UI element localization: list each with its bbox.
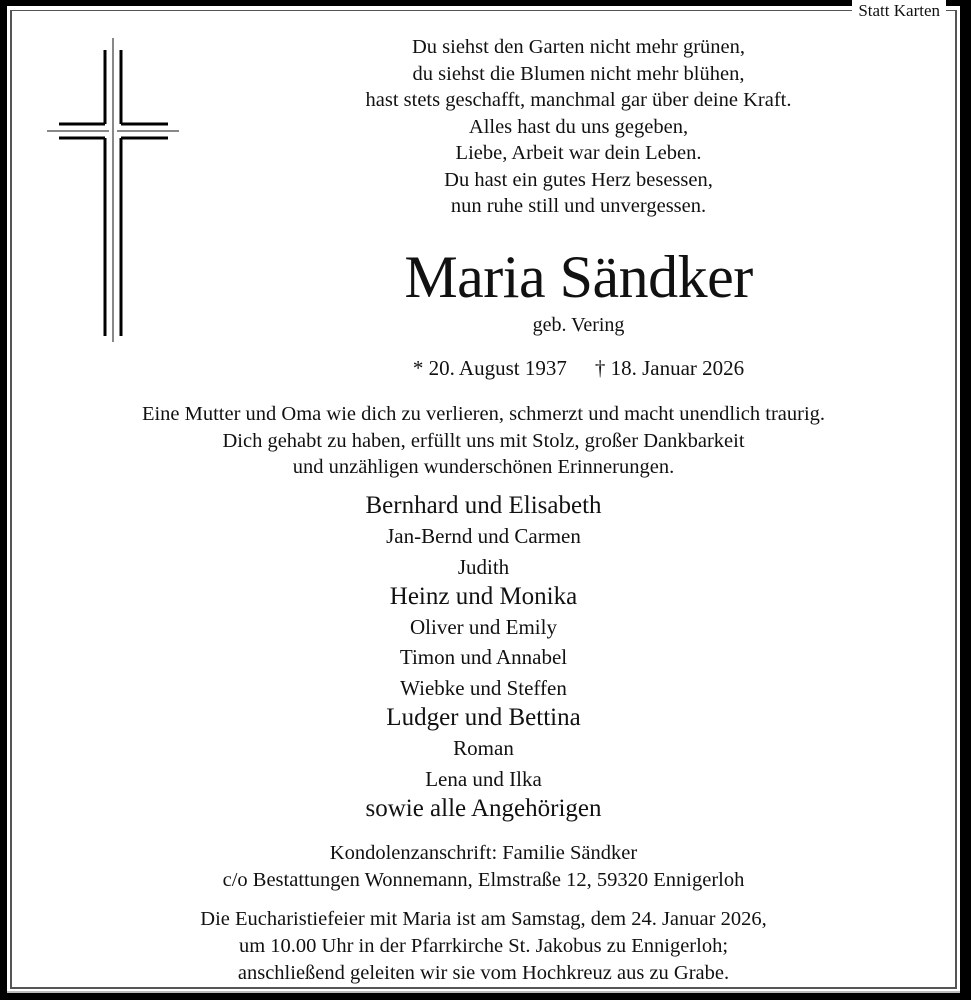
- deceased-name: Maria Sändker: [404, 244, 753, 310]
- death-date: † 18. Januar 2026: [594, 356, 745, 380]
- service-line: anschließend geleiten wir sie vom Hochkreuz aus zu Grabe.: [237, 962, 730, 984]
- bottom-rule: [7, 991, 960, 993]
- service-line: um 10.00 Uhr in der Pfarrkirche St. Jakobus zu Ennigerloh;: [238, 935, 729, 957]
- service-line: Die Eucharistiefeier mit Maria ist am Samstag, dem 24. Januar 2026,: [200, 908, 767, 930]
- poem-line: hast stets geschafft, manchmal gar über deine Kraft.: [365, 89, 792, 111]
- poem-line: du siehst die Blumen nicht mehr blühen,: [412, 62, 745, 85]
- family-member: Jan-Bernd und Carmen: [386, 524, 581, 549]
- message: [7, 401, 960, 481]
- family-member: Bernhard und Elisabeth: [365, 492, 602, 519]
- family-member: Wiebke und Steffen: [400, 675, 567, 700]
- family-list: [7, 491, 960, 824]
- obituary-card: [7, 1, 960, 993]
- message-line: und unzähligen wunderschönen Erinnerungen.: [292, 456, 675, 478]
- condolence-address: [7, 840, 960, 894]
- poem-line: Du hast ein gutes Herz besessen,: [444, 168, 713, 191]
- poem: [197, 34, 960, 220]
- service-info: [7, 906, 960, 987]
- cross-icon: [47, 38, 197, 358]
- message-line: Dich gehabt zu haben, erfüllt uns mit Stolz, großer Dankbarkeit: [222, 429, 745, 452]
- family-member: Lena und Ilka: [425, 766, 542, 791]
- family-member: Roman: [453, 736, 514, 761]
- poem-line: nun ruhe still und unvergessen.: [450, 195, 707, 217]
- family-member: sowie alle Angehörigen: [365, 794, 602, 822]
- address-line: Kondolenzanschrift: Familie Sändker: [329, 842, 638, 864]
- life-dates: [197, 356, 960, 381]
- message-line: Eine Mutter und Oma wie dich zu verlieren, schmerzt und macht unendlich traurig.: [141, 403, 826, 425]
- family-member: Ludger und Bettina: [386, 704, 581, 732]
- statt-karten-label: Statt Karten: [852, 0, 946, 22]
- poem-line: Alles hast du uns gegeben,: [468, 115, 689, 138]
- poem-line: Liebe, Arbeit war dein Leben.: [455, 142, 702, 164]
- poem-line: Du siehst den Garten nicht mehr grünen,: [411, 36, 746, 58]
- family-member: Oliver und Emily: [410, 615, 557, 640]
- address-line: c/o Bestattungen Wonnemann, Elmstraße 12, 59320 Ennigerloh: [222, 869, 745, 891]
- family-member: Heinz und Monika: [389, 582, 578, 610]
- family-member: Judith: [457, 554, 510, 579]
- family-member: Timon und Annabel: [399, 645, 568, 670]
- maiden-name: geb. Vering: [532, 314, 625, 336]
- birth-date: * 20. August 1937: [412, 356, 567, 380]
